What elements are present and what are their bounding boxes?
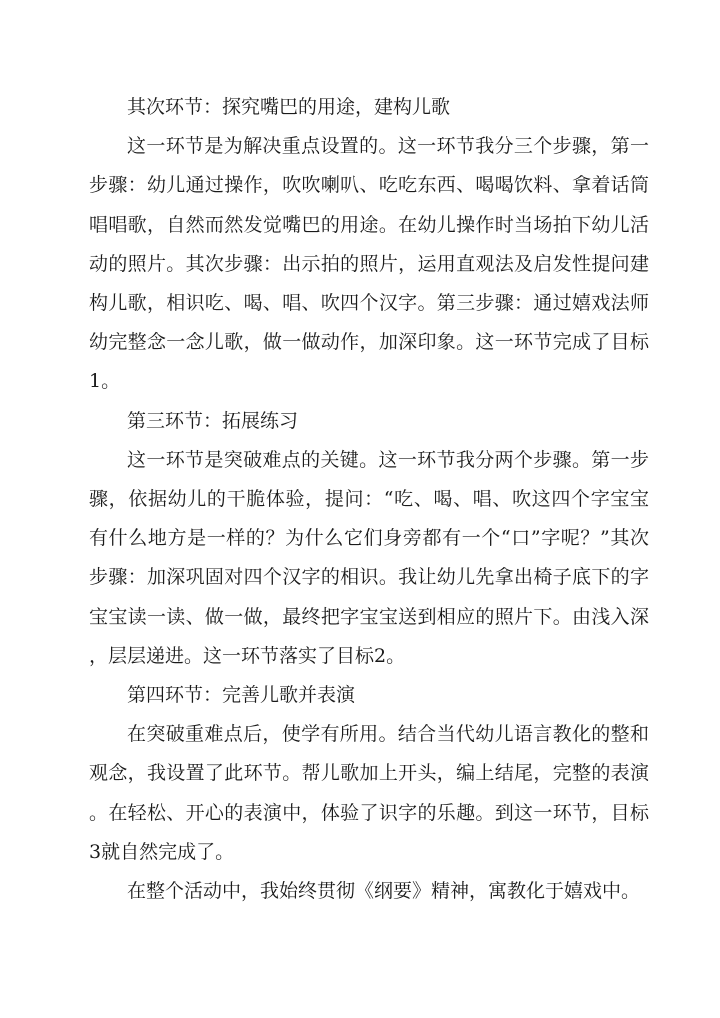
paragraph-section-2: 这一环节是为解决重点设置的。这一环节我分三个步骤，第一步骤：幼儿通过操作，吹吹喇叭、吃吃东西、喝喝饮料、拿着话筒唱唱歌，自然而然发觉嘴巴的用途。在幼儿操作时当场拍下幼儿活动的照片。其次步骤：出示拍的照片，运用直观法及启发性提问建构儿歌，相识吃、喝、唱、吹四个汉字。第三步骤：通过嬉戏法师幼完整念一念儿歌，做一做动作，加深印象。这一环节完成了目标1。 bbox=[89, 135, 649, 393]
section-heading-4: 第四环节：完善儿歌并表演 bbox=[127, 684, 356, 707]
section-heading-3: 第三环节：拓展练习 bbox=[127, 409, 299, 432]
section-heading-2: 其次环节：探究嘴巴的用途，建构儿歌 bbox=[127, 96, 451, 118]
paragraph-section-3: 这一环节是突破难点的关键。这一环节我分两个步骤。第一步骤，依据幼儿的干脆体验，提问：“吃、喝、唱、吹这四个字宝宝有什么地方是一样的？为什么它们身旁都有一个“口”字呢？”其次步骤：加深巩固对四个汉字的相识。我让幼儿先拿出椅子底下的字宝宝读一读、做一做，最终把字宝宝送到相应的照片下。由浅入深，层层递进。这一环节落实了目标2。 bbox=[89, 448, 649, 667]
paragraph-conclusion: 在整个活动中，我始终贯彻《纲要》精神，寓教化于嬉戏中。 bbox=[127, 880, 641, 903]
paragraph-section-4: 在突破重难点后，使学有所用。结合当代幼儿语言教化的整和观念，我设置了此环节。帮儿歌加上开头，编上结尾，完整的表演。在轻松、开心的表演中，体验了识字的乐趣。到这一环节，目标3就自然完成了。 bbox=[89, 723, 649, 863]
document-body bbox=[89, 88, 649, 911]
